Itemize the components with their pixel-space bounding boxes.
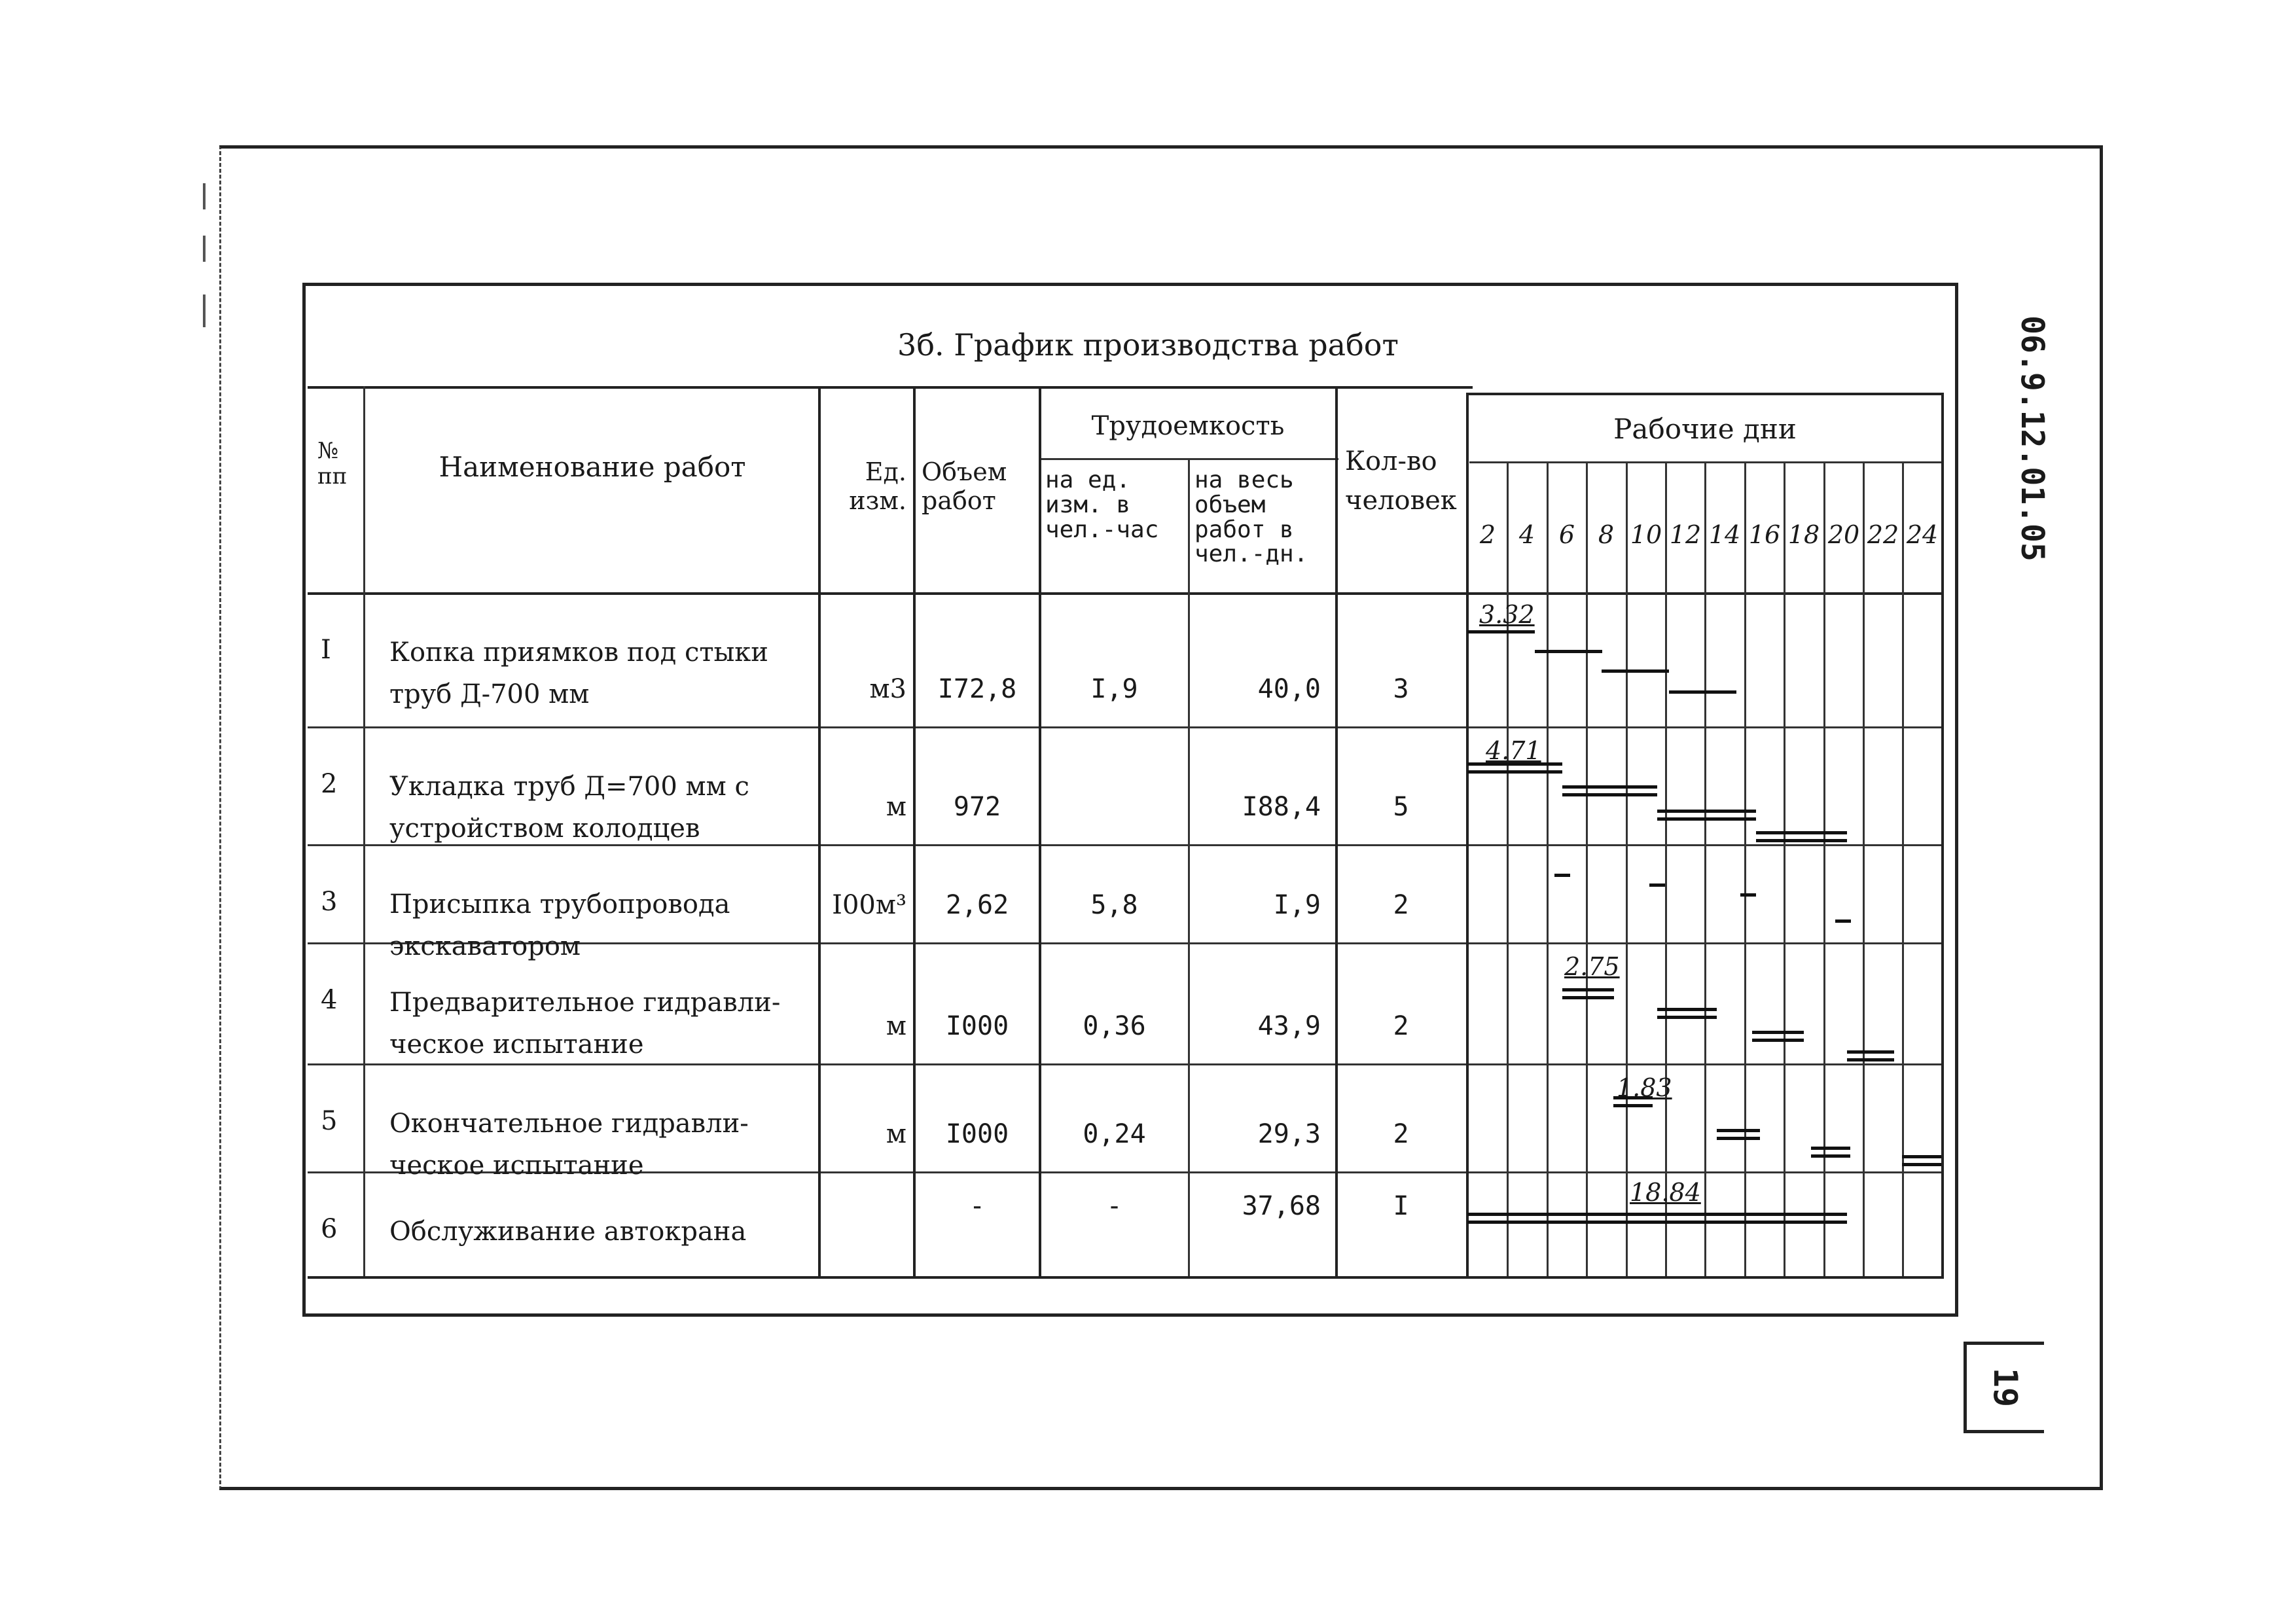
header-labor-unit: на ед. изм. в чел.-час [1045, 467, 1159, 543]
row-work-name: Окончательное гидравли- ческое испытание [389, 1109, 749, 1181]
header-name: Наименование работ [439, 451, 746, 483]
day-col-rule [1665, 461, 1667, 1276]
header-unit: Ед. изм. [849, 457, 906, 515]
row-unit: м [886, 1011, 906, 1041]
days-top-rule [1466, 393, 1944, 395]
row-workers: I [1393, 1191, 1409, 1221]
header-labor: Трудоемкость [1091, 411, 1285, 441]
gantt-bar [1467, 630, 1535, 633]
row-duration-annotation: 1.83 [1617, 1073, 1672, 1102]
gantt-bar [1649, 883, 1665, 887]
row-work-name: Укладка труб Д=700 мм с устройством колодцев [389, 772, 749, 844]
day-label: 24 [1906, 520, 1939, 549]
row-duration-annotation: 4.71 [1486, 736, 1541, 765]
gantt-bar [1562, 785, 1657, 796]
header-days: Рабочие дни [1613, 413, 1797, 445]
row-number: 4 [321, 985, 338, 1015]
gantt-bar [1657, 1008, 1717, 1019]
header-volume: Объем работ [922, 457, 1007, 515]
row-labor-unit: I,9 [1090, 674, 1138, 704]
day-label: 20 [1827, 520, 1860, 549]
row-unit: м [886, 1119, 906, 1149]
day-label: 8 [1598, 520, 1615, 549]
row-labor-total: I,9 [1273, 890, 1321, 920]
day-col-rule [1547, 461, 1549, 1276]
day-col-rule [1586, 461, 1588, 1276]
gantt-bar [1717, 1129, 1760, 1140]
row-work-name: Обслуживание автокрана [389, 1217, 747, 1247]
row-volume: I000 [945, 1011, 1009, 1041]
row-labor-unit: 0,24 [1083, 1119, 1146, 1149]
col-rule [1188, 458, 1190, 1276]
row-work-name: Предварительное гидравли- ческое испытание [389, 988, 781, 1060]
row-number: 2 [321, 769, 338, 799]
gantt-bar [1756, 831, 1847, 842]
day-label: 14 [1708, 520, 1741, 549]
day-label: 6 [1558, 520, 1575, 549]
day-label: 10 [1630, 520, 1662, 549]
row-volume: 2,62 [945, 890, 1009, 920]
header-labor-total: на весь объем работ в чел.-дн. [1194, 467, 1308, 568]
row-number: 5 [321, 1106, 338, 1136]
header-num: № пп [317, 438, 348, 490]
day-col-rule [1626, 461, 1628, 1276]
gantt-bar [1562, 988, 1614, 999]
day-col-rule [1863, 461, 1865, 1276]
day-col-rule [1784, 461, 1785, 1276]
table-top-rule [308, 386, 1473, 389]
document-code: 06.9.12.01.05 [2014, 315, 2051, 562]
gantt-bar [1554, 874, 1570, 877]
day-col-rule [1902, 461, 1904, 1276]
row-workers: 5 [1393, 792, 1409, 822]
row-labor-total: 40,0 [1257, 674, 1321, 704]
col-rule [818, 386, 821, 1276]
row-workers: 3 [1393, 674, 1409, 704]
gantt-bar [1835, 919, 1851, 923]
day-col-rule [1507, 461, 1509, 1276]
row-work-name: Копка приямков под стыки труб Д-700 мм [389, 637, 768, 709]
row-number: I [321, 635, 331, 665]
day-label: 2 [1479, 520, 1496, 549]
header-workers: Кол-во человек [1345, 446, 1457, 516]
row-labor-total: 43,9 [1257, 1011, 1321, 1041]
gantt-bar [1740, 893, 1756, 897]
gantt-bar [1467, 762, 1562, 774]
gantt-bar [1847, 1050, 1894, 1061]
row-labor-unit: 0,36 [1083, 1011, 1146, 1041]
day-label: 16 [1748, 520, 1781, 549]
gantt-bar [1902, 1155, 1941, 1166]
row-labor-total: 29,3 [1257, 1119, 1321, 1149]
row-labor-total: 37,68 [1242, 1191, 1321, 1221]
row-labor-unit: - [1106, 1191, 1122, 1221]
gantt-bar [1657, 810, 1756, 821]
row-volume: I72,8 [937, 674, 1017, 704]
day-col-rule [1744, 461, 1746, 1276]
gantt-bar [1613, 1096, 1653, 1107]
gantt-bar [1811, 1147, 1850, 1158]
header-bottom-rule [308, 592, 1944, 595]
gantt-bar [1602, 669, 1669, 673]
day-label: 12 [1669, 520, 1702, 549]
row-volume: I000 [945, 1119, 1009, 1149]
page-title: 3б. График производства работ [897, 327, 1399, 363]
margin-mark [203, 183, 206, 209]
day-label: 22 [1867, 520, 1899, 549]
row-labor-unit: 5,8 [1090, 890, 1138, 920]
page-number: 19 [1964, 1342, 2044, 1433]
day-label: 18 [1787, 520, 1820, 549]
gantt-bar [1467, 1213, 1847, 1224]
row-work-name: Присыпка трубопровода экскаватором [389, 889, 730, 961]
row-duration-annotation: 2.75 [1564, 952, 1620, 981]
row-duration-annotation: 3.32 [1479, 600, 1535, 629]
margin-mark [203, 294, 206, 327]
row-workers: 2 [1393, 890, 1409, 920]
row-volume: 972 [953, 792, 1001, 822]
table-bottom-rule [308, 1276, 1944, 1279]
row-number: 3 [321, 887, 338, 917]
margin-mark [203, 236, 206, 262]
row-unit: м3 [869, 674, 906, 704]
row-workers: 2 [1393, 1011, 1409, 1041]
row-volume: - [969, 1191, 986, 1221]
row-unit: I00м³ [832, 890, 906, 920]
row-duration-annotation: 18.84 [1630, 1178, 1701, 1207]
day-col-rule [1704, 461, 1706, 1276]
row-workers: 2 [1393, 1119, 1409, 1149]
gantt-bar [1752, 1031, 1804, 1042]
row-number: 6 [321, 1214, 338, 1244]
gantt-bar [1535, 650, 1602, 653]
gantt-bar [1669, 690, 1736, 694]
col-rule [363, 386, 365, 1276]
row-unit: м [886, 792, 906, 822]
day-label: 4 [1518, 520, 1535, 549]
days-split-rule [1469, 461, 1944, 463]
row-rule [308, 726, 1944, 728]
row-labor-total: I88,4 [1242, 792, 1321, 822]
